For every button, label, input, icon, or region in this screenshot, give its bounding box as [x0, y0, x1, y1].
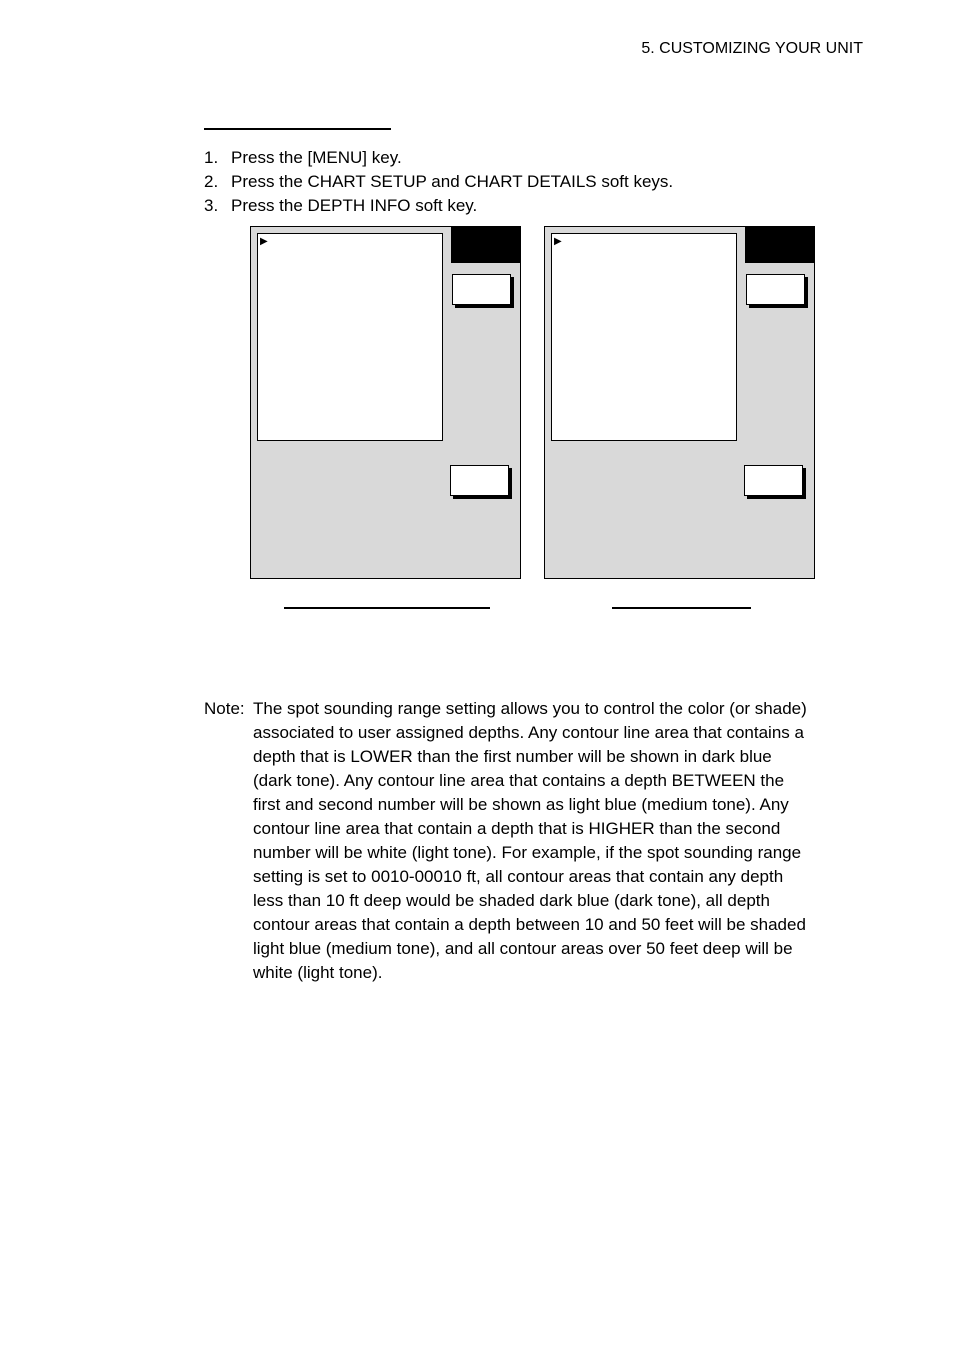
step-text: Press the CHART SETUP and CHART DETAILS soft keys.: [231, 172, 674, 191]
soft-key-title-bar: [745, 227, 814, 263]
procedure-steps: [204, 146, 673, 218]
note-line: number will be white (light tone). For example, if the spot sounding range: [253, 843, 802, 862]
screen-figure-right: [544, 226, 815, 579]
step-item: [204, 146, 673, 170]
note-block: [204, 697, 864, 985]
step-text: Press the [MENU] key.: [231, 148, 402, 167]
note-line: contour areas that contain a depth between 10 and 50 feet will be shaded: [253, 915, 806, 934]
figure-caption-rule-left: [284, 607, 490, 609]
note-line: contour line area that contain a depth that is HIGHER than the second: [253, 819, 781, 838]
note-body: [254, 697, 864, 985]
soft-key-top[interactable]: [452, 274, 511, 305]
step-number: 1.: [204, 148, 219, 167]
note-line: light blue (medium tone), and all contour areas over 50 feet deep will be: [253, 939, 793, 958]
step-number: 2.: [204, 172, 219, 191]
soft-key-bottom[interactable]: [450, 465, 509, 496]
cursor-pointer-icon: ▶: [554, 236, 562, 247]
note-line: first and second number will be shown as light blue (medium tone). Any: [253, 795, 789, 814]
cursor-pointer-icon: ▶: [260, 236, 268, 247]
step-item: [204, 194, 673, 218]
section-heading-rule: [204, 128, 391, 130]
step-item: [204, 170, 673, 194]
note-line: less than 10 ft deep would be shaded dark blue (dark tone), all depth: [253, 891, 770, 910]
soft-key-title-bar: [451, 227, 520, 263]
soft-key-top[interactable]: [746, 274, 805, 305]
note-line: white (light tone).: [253, 963, 383, 982]
step-text: Press the DEPTH INFO soft key.: [231, 196, 478, 215]
note-line: associated to user assigned depths. Any contour line area that contains a: [253, 723, 804, 742]
step-number: 3.: [204, 196, 219, 215]
soft-key-bottom[interactable]: [744, 465, 803, 496]
note-line: (dark tone). Any contour line area that contains a depth BETWEEN the: [253, 771, 785, 790]
note-line: depth that is LOWER than the first number will be shown in dark blue: [253, 747, 772, 766]
figure-caption-rule-right: [612, 607, 751, 609]
menu-window: [551, 233, 737, 441]
note-label: Note:: [204, 699, 245, 718]
note-line: setting is set to 0010-00010 ft, all contour areas that contain any depth: [253, 867, 784, 886]
running-header: 5. CUSTOMIZING YOUR UNIT: [641, 40, 863, 57]
menu-window: [257, 233, 443, 441]
note-line: The spot sounding range setting allows you to control the color (or shade): [253, 699, 807, 718]
screen-figure-left: [250, 226, 521, 579]
